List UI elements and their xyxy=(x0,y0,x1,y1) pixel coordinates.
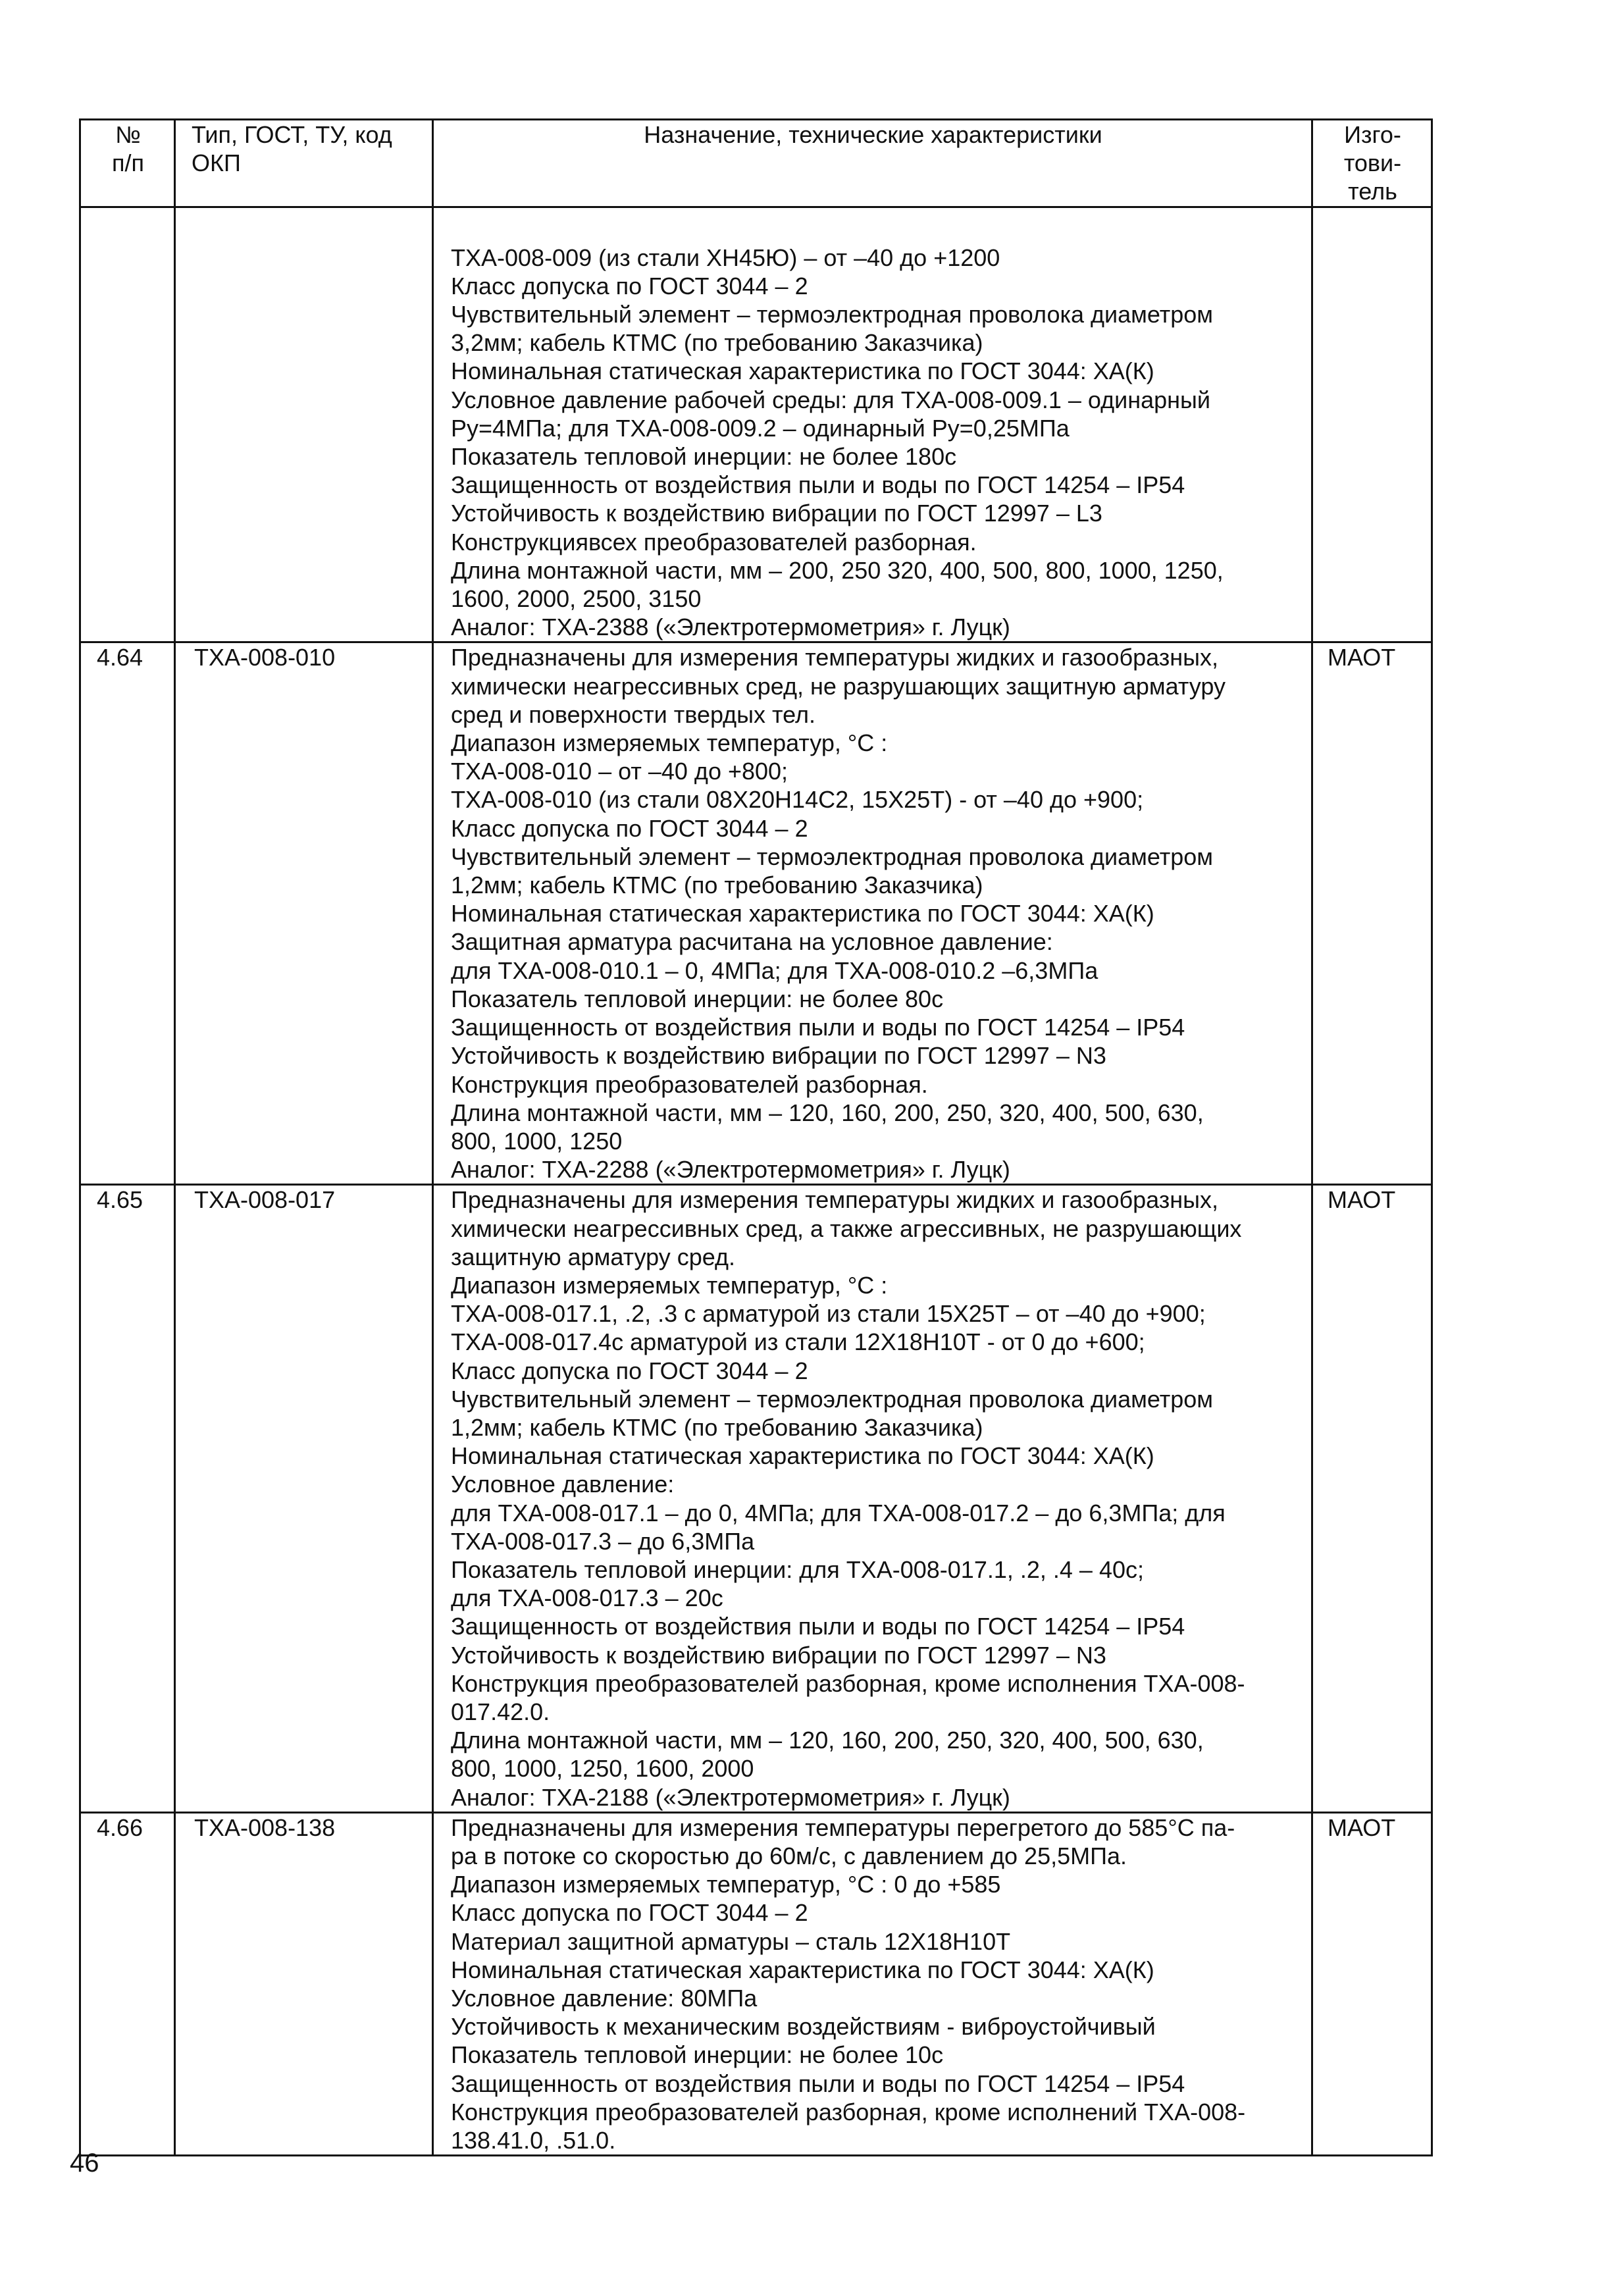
description-line: ТХА-008-017.4с арматурой из стали 12Х18Н10Т - от 0 до +600; xyxy=(451,1328,1145,1356)
description-line: защитную арматуру сред. xyxy=(451,1243,736,1270)
description-line: для ТХА-008-017.1 – до 0, 4МПа; для ТХА-008-017.2 – до 6,3МПа; для xyxy=(451,1499,1226,1526)
description-line: Показатель тепловой инерции: не более 80с xyxy=(451,985,944,1012)
row-type: ТХА-008-138 xyxy=(175,1812,433,2155)
description-line: 017.42.0. xyxy=(451,1698,550,1725)
description-line: Диапазон измеряемых температур, °С : xyxy=(451,729,888,757)
description-line: Длина монтажной части, мм – 120, 160, 200, 250, 320, 400, 500, 630, xyxy=(451,1099,1204,1126)
row-description xyxy=(433,207,1312,642)
description-line: Номинальная статическая характеристика по ГОСТ 3044: ХА(К) xyxy=(451,1442,1154,1470)
row-type xyxy=(175,207,433,642)
description-line: ра в потоке со скоростью до 60м/с, с давлением до 25,5МПа. xyxy=(451,1842,1127,1869)
description-line: Чувствительный элемент – термоэлектродная проволока диаметром xyxy=(451,1385,1214,1413)
description-line: Класс допуска по ГОСТ 3044 – 2 xyxy=(451,1899,808,1927)
description-line: Конструкция преобразователей разборная, кроме исполнения ТХА-008- xyxy=(451,1669,1245,1697)
table-row xyxy=(80,1185,1432,1812)
row-manufacturer xyxy=(1312,207,1432,642)
description-line: Материал защитной арматуры – сталь 12Х18Н10Т xyxy=(451,1927,1011,1955)
description-line: 1,2мм; кабель КТМС (по требованию Заказчика) xyxy=(451,1413,983,1441)
description-line: Аналог: ТХА-2388 («Электротермометрия» г. Луцк) xyxy=(451,613,1010,641)
table-row xyxy=(80,1812,1432,2155)
row-manufacturer: МАОТ xyxy=(1312,642,1432,1185)
row-number xyxy=(80,207,175,642)
description-line: Условное давление: xyxy=(451,1471,675,1498)
description-line: Защищенность от воздействия пыли и воды по ГОСТ 14254 – IP54 xyxy=(451,1014,1185,1041)
row-description xyxy=(433,642,1312,1185)
description-line: Устойчивость к воздействию вибрации по ГОСТ 12997 – N3 xyxy=(451,1042,1106,1070)
description-line: Показатель тепловой инерции: не более 10с xyxy=(451,2041,944,2069)
description-line: Защитная арматура расчитана на условное давление: xyxy=(451,928,1053,956)
description-line: Конструкция преобразователей разборная. xyxy=(451,1070,928,1098)
row-type: ТХА-008-010 xyxy=(175,642,433,1185)
description-line: Чувствительный элемент – термоэлектродная проволока диаметром xyxy=(451,301,1214,328)
description-line: ТХА-008-009 (из стали ХН45Ю) – от –40 до +1200 xyxy=(451,244,1000,271)
description-line: Ру=4МПа; для ТХА-008-009.2 – одинарный Ру=0,25МПа xyxy=(451,414,1070,442)
table-row xyxy=(80,207,1432,642)
row-manufacturer: МАОТ xyxy=(1312,1812,1432,2155)
description-line: Устойчивость к воздействию вибрации по ГОСТ 12997 – N3 xyxy=(451,1641,1106,1669)
table-header-row xyxy=(80,120,1432,207)
description-line: 800, 1000, 1250 xyxy=(451,1127,623,1155)
row-number: 4.65 xyxy=(80,1185,175,1812)
description-line: Длина монтажной части, мм – 200, 250 320, 400, 500, 800, 1000, 1250, xyxy=(451,556,1224,584)
description-line: для ТХА-008-010.1 – 0, 4МПа; для ТХА-008-010.2 –6,3МПа xyxy=(451,956,1098,984)
description-line: ТХА-008-010 (из стали 08Х20Н14С2, 15Х25Т) - от –40 до +900; xyxy=(451,786,1144,814)
description-line: Номинальная статическая характеристика по ГОСТ 3044: ХА(К) xyxy=(451,900,1154,927)
description-line: Номинальная статическая характеристика по ГОСТ 3044: ХА(К) xyxy=(451,1956,1154,1983)
description-line: Класс допуска по ГОСТ 3044 – 2 xyxy=(451,1357,808,1384)
description-line: ТХА-008-010 – от –40 до +800; xyxy=(451,758,788,785)
row-manufacturer: МАОТ xyxy=(1312,1185,1432,1812)
description-line: Номинальная статическая характеристика по ГОСТ 3044: ХА(К) xyxy=(451,357,1154,385)
description-line: Устойчивость к воздействию вибрации по ГОСТ 12997 – L3 xyxy=(451,500,1102,527)
description-line: Показатель тепловой инерции: для ТХА-008-017.1, .2, .4 – 40с; xyxy=(451,1555,1144,1583)
description-line: Диапазон измеряемых температур, °С : 0 до +585 xyxy=(451,1871,1001,1898)
description-line: сред и поверхности твердых тел. xyxy=(451,700,815,728)
description-line: Чувствительный элемент – термоэлектродная проволока диаметром xyxy=(451,843,1214,870)
description-line: Диапазон измеряемых температур, °С : xyxy=(451,1271,888,1299)
table-body xyxy=(80,207,1432,2156)
description-line: Предназначены для измерения температуры жидких и газообразных, xyxy=(451,1186,1219,1214)
description-line: 3,2мм; кабель КТМС (по требованию Заказчика) xyxy=(451,329,983,357)
description-line: Устойчивость к механическим воздействиям - виброустойчивый xyxy=(451,2013,1156,2041)
header-manufacturer: Изго- тови- тель xyxy=(1312,120,1432,207)
description-line: Аналог: ТХА-2188 («Электротермометрия» г. Луцк) xyxy=(451,1783,1010,1811)
description-line: Аналог: ТХА-2288 («Электротермометрия» г. Луцк) xyxy=(451,1156,1010,1184)
description-line: Конструкция преобразователей разборная, кроме исполнений ТХА-008- xyxy=(451,2098,1246,2126)
description-line: Предназначены для измерения температуры перегретого до 585°С па- xyxy=(451,1813,1235,1841)
description-line: 1,2мм; кабель КТМС (по требованию Заказчика) xyxy=(451,872,983,899)
row-description xyxy=(433,1185,1312,1812)
description-line: Конструкциявсех преобразователей разборная. xyxy=(451,528,977,556)
table-row xyxy=(80,642,1432,1185)
description-line: ТХА-008-017.3 – до 6,3МПа xyxy=(451,1527,755,1555)
description-line: Класс допуска по ГОСТ 3044 – 2 xyxy=(451,814,808,842)
description-line: Защищенность от воздействия пыли и воды по ГОСТ 14254 – IP54 xyxy=(451,1613,1185,1640)
description-line: Условное давление рабочей среды: для ТХА-008-009.1 – одинарный xyxy=(451,386,1211,413)
description-line: для ТХА-008-017.3 – 20с xyxy=(451,1584,723,1612)
description-line: 138.41.0, .51.0. xyxy=(451,2127,616,2154)
description-line: 1600, 2000, 2500, 3150 xyxy=(451,585,702,613)
row-type: ТХА-008-017 xyxy=(175,1185,433,1812)
description-line: Условное давление: 80МПа xyxy=(451,1985,758,2012)
description-line: 800, 1000, 1250, 1600, 2000 xyxy=(451,1755,754,1783)
description-line: Класс допуска по ГОСТ 3044 – 2 xyxy=(451,272,808,300)
header-description: Назначение, технические характеристики xyxy=(433,120,1312,207)
spec-table xyxy=(79,118,1433,2156)
description-line: химически неагрессивных сред, а также агрессивных, не разрушающих xyxy=(451,1214,1242,1242)
row-description xyxy=(433,1812,1312,2155)
description-line: Защищенность от воздействия пыли и воды по ГОСТ 14254 – IP54 xyxy=(451,471,1185,499)
row-number: 4.66 xyxy=(80,1812,175,2155)
description-line: Длина монтажной части, мм – 120, 160, 200, 250, 320, 400, 500, 630, xyxy=(451,1727,1204,1754)
header-number: № п/п xyxy=(80,120,175,207)
page-number: 46 xyxy=(70,2149,99,2178)
header-type: Тип, ГОСТ, ТУ, код ОКП xyxy=(175,120,433,207)
description-line: Показатель тепловой инерции: не более 180с xyxy=(451,443,957,471)
description-line: химически неагрессивных сред, не разрушающих защитную арматуру xyxy=(451,672,1226,700)
description-line: Предназначены для измерения температуры жидких и газообразных, xyxy=(451,644,1219,671)
description-line: Защищенность от воздействия пыли и воды по ГОСТ 14254 – IP54 xyxy=(451,2070,1185,2097)
description-line: ТХА-008-017.1, .2, .3 с арматурой из стали 15Х25Т – от –40 до +900; xyxy=(451,1300,1206,1328)
row-number: 4.64 xyxy=(80,642,175,1185)
